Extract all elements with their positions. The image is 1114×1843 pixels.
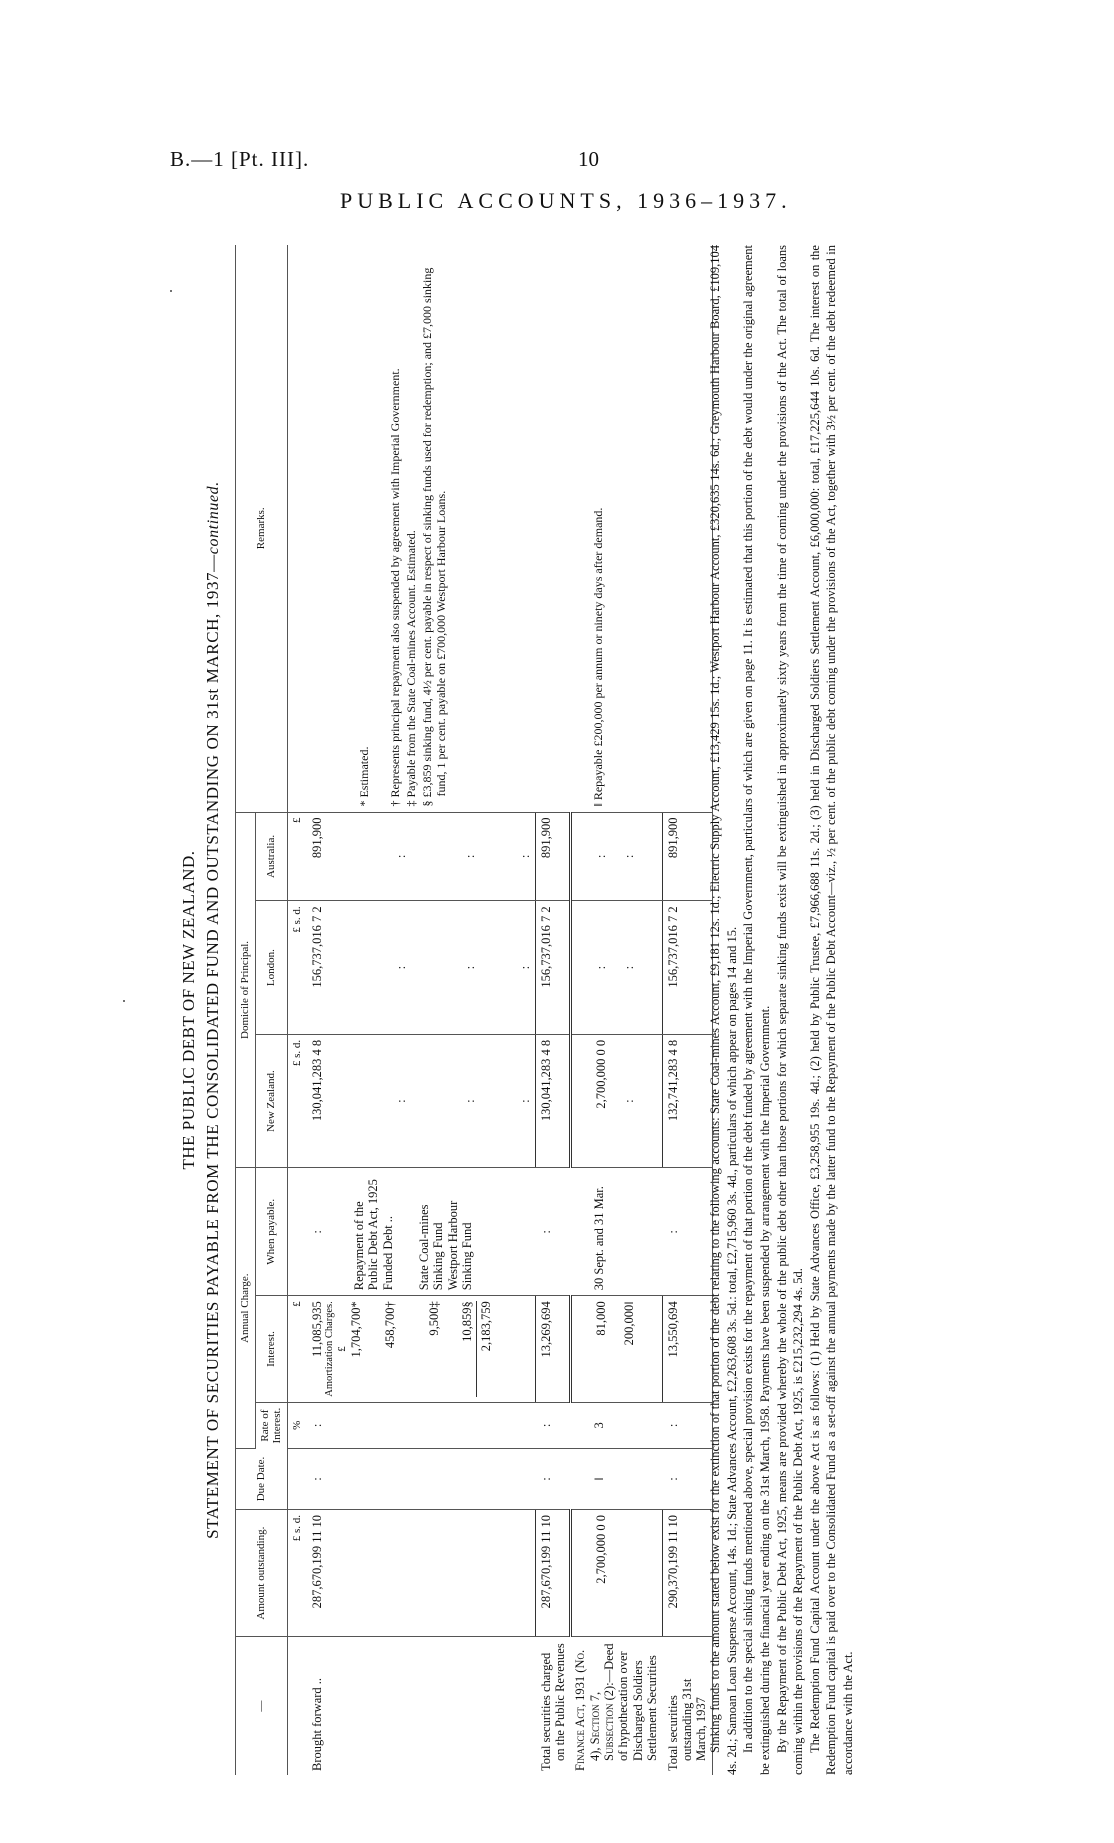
col-header-domicile: Domicile of Principal. [236, 812, 256, 1168]
cell-when-payable: : [536, 1168, 571, 1296]
amortization-total: 2,183,759 [476, 1301, 493, 1396]
cell-london [307, 901, 536, 1035]
unit-pound: £ [336, 1346, 348, 1352]
unit-lsd: £ s. d. [287, 1510, 306, 1637]
when-4: State Coal-mines Sinking Fund [417, 1204, 446, 1291]
cell-rate: : [536, 1402, 571, 1448]
cell-when-payable: : [663, 1168, 713, 1296]
remark-principal-repayment: † Represents principal repayment also suspended by agreement with Imperial Government. [388, 368, 403, 807]
cell-rate: 3 [570, 1402, 662, 1448]
col-header-due-date: Due Date. [236, 1448, 288, 1509]
note-paragraph: By the Repayment of the Public Debt Act, 1925, means are provided whereby the whole of the public debt other than those portions for which separate sinking funds exist will be extinguished in approximately sixty years from the time of coming under the provisions of the Act. The total of loans coming within the provisions of the Repayment of the Public Debt Act, 1925, is £215,232,294 4s. 5d. [774, 245, 806, 1775]
amortization-4: 10,859§ [459, 1301, 474, 1342]
when-1: : [309, 1230, 324, 1234]
cell-due: : [307, 1448, 536, 1509]
cell-new-zealand: 132,741,283 4 8 [663, 1034, 713, 1168]
unit-lsd: £ s. d. [287, 1034, 306, 1168]
cell-london: 156,737,016 7 2 [663, 901, 713, 1035]
cell-interest: 13,550,694 [663, 1296, 713, 1402]
cell-london: 156,737,016 7 2 [536, 901, 571, 1035]
london-value: 156,737,016 7 2 [309, 906, 324, 988]
cell-australia: 891,900 [663, 812, 713, 901]
remark-estimated: * Estimated. [356, 746, 371, 807]
cell-due: : [663, 1448, 713, 1509]
cell-due: : [536, 1448, 571, 1509]
dots: : [517, 965, 532, 970]
amortization-2: 458,700† [383, 1301, 398, 1349]
table-row-total-public-revenues [536, 245, 571, 1775]
table-row-brought-forward [307, 245, 536, 1775]
col-header-amount: Amount outstanding. [236, 1510, 288, 1637]
interest-value: 81,000 [593, 1301, 608, 1336]
rotated-page-body [175, 245, 1035, 1775]
table-row-finance-act [570, 245, 662, 1775]
units-row [287, 245, 306, 1775]
col-header-interest: Interest. [255, 1296, 287, 1402]
unit-pound: £ [287, 812, 306, 901]
col-header-london: London. [255, 901, 287, 1035]
dots: : [622, 854, 637, 859]
cell-interest: 13,269,694 [536, 1296, 571, 1402]
when-2: Repayment of the Public Debt Act, 1925 [351, 1179, 381, 1291]
cell-interest [307, 1296, 536, 1402]
unit-percent: % [287, 1402, 306, 1448]
remark-repayable: ‖ Repayable £200,000 per annum or ninety days after demand. [591, 507, 606, 807]
repayment-value: 200,000‖ [622, 1301, 637, 1346]
document-code: B.—1 [Pt. III]. [170, 147, 310, 171]
cell-amount: 287,670,199 11 10 [536, 1510, 571, 1637]
note-paragraph: In addition to the special sinking funds mentioned above, special provision exists for the repayment of that portion of the debt funded by agreement with the Imperial Government, particulars of which are given on page 11. It is estimated that this portion of the debt would under the original agreement be extinguished during the financial year ending on the 31st March, 1958. Payments have been suspended by arrangement with the Imperial Government. [741, 245, 772, 1775]
row-label-smallcaps: Finance Act, 1931 (No. 4), Section 7, Subsection [573, 1649, 617, 1771]
row-label: Total securities outstanding 31st March, 1937 [663, 1637, 713, 1775]
cell-when-payable: 30 Sept. and 31 Mar. [570, 1168, 662, 1296]
amortization-3: 9,500‡ [427, 1301, 442, 1336]
cell-due: ‖ [570, 1448, 662, 1509]
col-header-annual-charge: Annual Charge. [236, 1168, 256, 1449]
speck [170, 290, 172, 292]
when-3: Funded Debt .. [380, 1215, 395, 1291]
dots: : [393, 1099, 408, 1103]
amortization-label: Amortization Charges. [323, 1301, 335, 1397]
london-value: : [593, 965, 608, 970]
col-header-desc: — [236, 1637, 288, 1775]
australia-value: 891,900 [309, 817, 324, 859]
cell-rate: : [307, 1402, 536, 1448]
table-row-total-outstanding [663, 245, 713, 1775]
statement-title: THE PUBLIC DEBT OF NEW ZEALAND. [179, 850, 198, 1170]
col-header-new-zealand: New Zealand. [255, 1034, 287, 1168]
cell-rate: : [663, 1402, 713, 1448]
dots: : [517, 1099, 532, 1103]
note-paragraph: The Redemption Fund Capital Account under the above Act is as follows: (1) Held by State Advances Office, £3,258,955 19s. 4d.; (2) held by Public Trustee, £7,966,688 11s. 2d.; (3) held in Discharged Soldiers Settlement Account, £6,000,000: total, £17,225,644 10s. 6d. The interest on the Redemption Fund capital is paid over to the Consolidated Fund as a set-off against the annual payments made by the latter fund to the Repayment of the Public Debt Account—viz., ½ per cent. of the public debt coming under the provisions of the Act, together with 3½ per cent. of the debt redeemed in accordance with the Act. [807, 245, 855, 1775]
row-label: Brought forward .. [309, 1677, 324, 1771]
col-header-remarks: Remarks. [236, 245, 288, 812]
cell-australia: 891,900 [536, 812, 571, 901]
dots: : [622, 1099, 637, 1103]
col-header-when-payable: When payable. [255, 1168, 287, 1296]
row-label: Total securities charged on the Public Revenues [538, 1643, 567, 1771]
statement-subtitle: STATEMENT OF SECURITIES PAYABLE FROM THE CONSOLIDATED FUND AND OUTSTANDING ON 31st MARCH, 1937—continued. [203, 481, 222, 1539]
row-label-rest: (2):—Deed of hypothecation over Discharged Soldiers Settlement Securities [602, 1643, 660, 1761]
public-debt-table [235, 245, 713, 1775]
cell-amount: 287,670,199 11 10 [307, 1510, 536, 1637]
amortization-1: 1,704,700* [348, 1301, 363, 1358]
nz-value: 130,041,283 4 8 [309, 1039, 324, 1122]
cell-australia [307, 812, 536, 901]
dots: : [517, 854, 532, 859]
cell-new-zealand [307, 1034, 536, 1168]
dots: : [463, 965, 478, 970]
cell-interest [570, 1296, 662, 1402]
speck [123, 1000, 125, 1002]
dots: : [393, 965, 408, 970]
notes-block [707, 245, 857, 1775]
col-header-rate: Rate of Interest. [255, 1402, 287, 1448]
unit-pound: £ [287, 1296, 306, 1402]
nz-value: 2,700,000 0 0 [593, 1039, 608, 1109]
dots: : [393, 854, 408, 859]
dots: : [622, 965, 637, 970]
dots: : [463, 1099, 478, 1103]
cell-when-payable [307, 1168, 536, 1296]
australia-value: : [593, 854, 608, 859]
interest-value: 11,085,935 [309, 1301, 324, 1358]
dots: : [463, 854, 478, 859]
col-header-australia: Australia. [255, 812, 287, 901]
page-number: 10 [578, 147, 599, 171]
row-label [570, 1637, 662, 1775]
cell-amount: 2,700,000 0 0 [570, 1510, 662, 1637]
remark-sinking-fund: § £3,859 sinking fund, 4½ per cent. payable in respect of sinking funds used for redemption; and £7,000 sinking fund, 1 per cent. payable on £700,000 Westport Harbour Loans. [419, 267, 448, 807]
cell-amount: 290,370,199 11 10 [663, 1510, 713, 1637]
when-5: Westport Harbour Sinking Fund [445, 1200, 475, 1291]
running-title: PUBLIC ACCOUNTS, 1936–1937. [340, 188, 792, 213]
cell-new-zealand: 130,041,283 4 8 [536, 1034, 571, 1168]
cell-london [570, 901, 662, 1035]
cell-remarks [570, 245, 662, 812]
note-paragraph: Sinking funds to the amount stated below exist for the extinction of that portion of the debt relating to the following accounts: State Coal-mines Account, £9,181 12s. 1d.; Electric Supply Account, £13,429 15s. 1d.; Westport Harbour Account, £320,635 14s. 6d.; Greymouth Harbour Board, £109,104 4s. 2d.; Samoan Loan Suspense Account, 14s. 1d.; State Advances Account, £2,263,608 3s. 5d.: total, £2,715,960 3s. 4d., particulars of which appear on pages 14 and 15. [708, 245, 739, 1775]
cell-new-zealand [570, 1034, 662, 1168]
cell-australia [570, 812, 662, 901]
remark-coal-mines: ‡ Payable from the State Coal-mines Account. Estimated. [404, 530, 419, 807]
unit-lsd: £ s. d. [287, 901, 306, 1035]
cell-remarks [307, 245, 536, 812]
